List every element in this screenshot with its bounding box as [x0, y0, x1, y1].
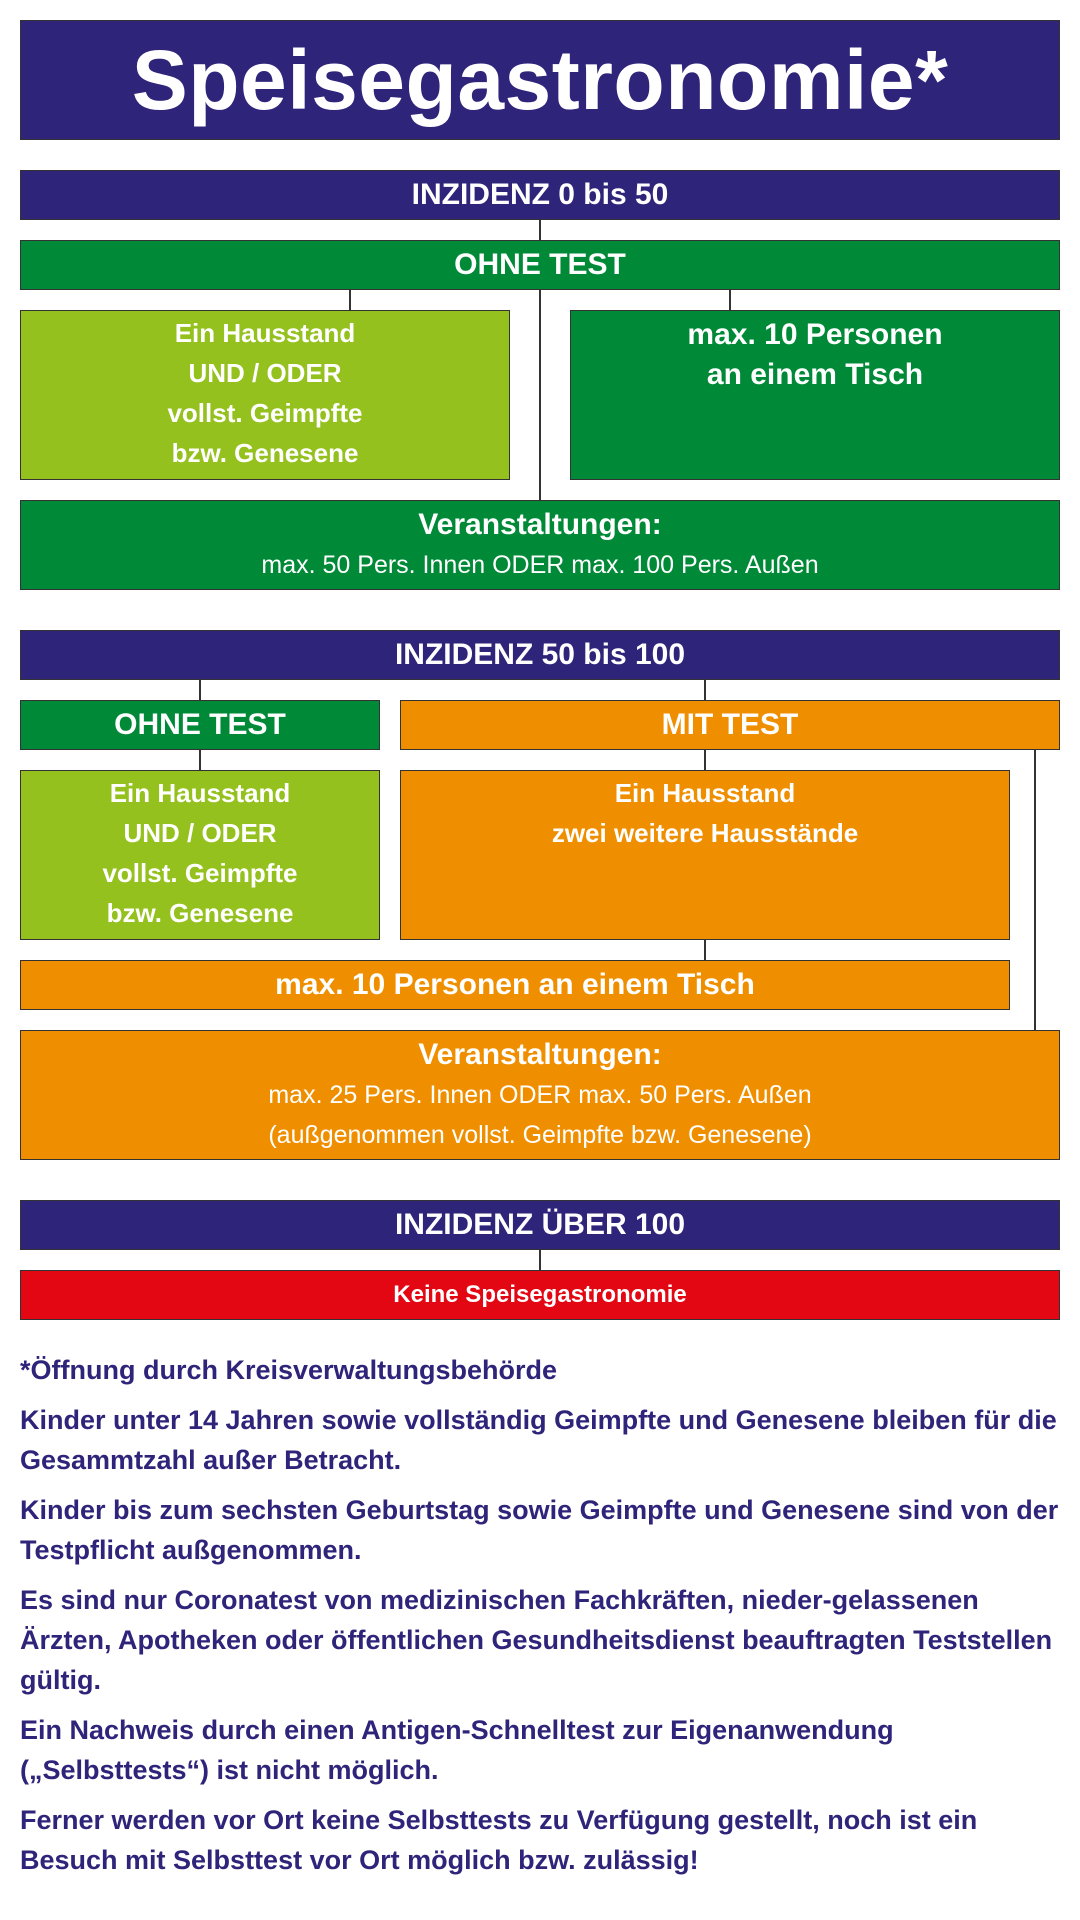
connector-line — [349, 290, 351, 310]
s2-events-title: Veranstaltungen: — [418, 1038, 662, 1071]
footnote-children-count: Kinder unter 14 Jahren sowie vollständig Geimpfte und Genesene bleiben für die Gesammtzahl außer Betracht. — [20, 1405, 1057, 1475]
connector-line — [704, 940, 706, 960]
s2-mit-test-label: MIT TEST — [661, 708, 799, 741]
incidence-0-50-header — [20, 170, 1060, 220]
page-title-text: Speisegastronomie* — [131, 32, 949, 127]
incidence-over-100-label: INZIDENZ ÜBER 100 — [394, 1208, 686, 1241]
no-gastronomy-label: Keine Speisegastronomie — [393, 1281, 687, 1308]
s2-household-line-3: vollst. Geimpfte — [102, 858, 298, 888]
footnote-self-tests: Ein Nachweis durch einen Antigen-Schnelltest zur Eigenanwendung („Selbsttests“) ist nicht möglich. — [20, 1715, 894, 1785]
s2-ohne-test-bar — [20, 700, 380, 750]
s1-table-limit-line-1: max. 10 Personen — [687, 318, 943, 351]
s1-ohne-test-label: OHNE TEST — [454, 248, 626, 281]
incidence-50-100-header — [20, 630, 1060, 680]
s1-household-line-2: UND / ODER — [188, 358, 342, 388]
s2-table-limit-label: max. 10 Personen an einem Tisch — [275, 968, 755, 1001]
connector-line — [539, 290, 541, 500]
s1-table-limit-line-2: an einem Tisch — [706, 358, 924, 391]
s2-household-line-1: Ein Hausstand — [109, 778, 291, 808]
s2-household-line-4: bzw. Genesene — [106, 898, 294, 928]
s2-events-box — [20, 1030, 1060, 1160]
page-title — [20, 20, 1060, 140]
s2-mit-test-bar — [400, 700, 1060, 750]
incidence-over-100-header — [20, 1200, 1060, 1250]
s1-events-title: Veranstaltungen: — [418, 508, 662, 541]
s1-table-limit-box — [570, 310, 1060, 480]
footnote-test-exemption: Kinder bis zum sechsten Geburtstag sowie Geimpfte und Genesene sind von der Testpflicht außgenommen. — [20, 1495, 1059, 1565]
connector-line — [539, 1250, 541, 1270]
footnotes — [20, 1350, 1060, 1890]
s2-household-box — [20, 770, 380, 940]
connector-line — [199, 750, 201, 770]
s1-household-box — [20, 310, 510, 480]
footnote-no-self-tests-onsite: Ferner werden vor Ort keine Selbsttests zu Verfügung gestellt, noch ist ein Besuch mit Selbsttest vor Ort möglich bzw. zulässig! — [20, 1805, 978, 1875]
s2-household-line-2: UND / ODER — [123, 818, 277, 848]
s2-events-line-2: (außgenommen vollst. Geimpfte bzw. Genesene) — [268, 1121, 812, 1149]
s2-table-limit-bar — [20, 960, 1010, 1010]
s1-ohne-test-bar — [20, 240, 1060, 290]
incidence-0-50-label: INZIDENZ 0 bis 50 — [411, 178, 669, 211]
connector-line — [729, 290, 731, 310]
connector-line — [1034, 750, 1036, 1030]
s1-household-line-3: vollst. Geimpfte — [167, 398, 363, 428]
connector-line — [539, 220, 541, 240]
s1-household-line-1: Ein Hausstand — [174, 318, 356, 348]
incidence-50-100-label: INZIDENZ 50 bis 100 — [394, 638, 686, 671]
footnote-opening: *Öffnung durch Kreisverwaltungsbehörde — [20, 1355, 558, 1385]
s2-events-line-1: max. 25 Pers. Innen ODER max. 50 Pers. Außen — [268, 1081, 812, 1109]
no-gastronomy-bar — [20, 1270, 1060, 1320]
s2-mit-test-line-2: zwei weitere Hausstände — [551, 818, 859, 848]
s2-mit-test-household-box — [400, 770, 1010, 940]
connector-line — [704, 680, 706, 700]
connector-line — [704, 750, 706, 770]
s1-events-text: max. 50 Pers. Innen ODER max. 100 Pers. Außen — [261, 551, 819, 579]
s1-events-box — [20, 500, 1060, 590]
s1-household-line-4: bzw. Genesene — [171, 438, 359, 468]
s2-ohne-test-label: OHNE TEST — [114, 708, 286, 741]
footnote-valid-tests: Es sind nur Coronatest von medizinischen Fachkräften, nieder-gelassenen Ärzten, Apotheken oder öffentlichen Gesundheitsdienst beauftragten Teststellen gültig. — [20, 1585, 1053, 1695]
s2-mit-test-line-1: Ein Hausstand — [614, 778, 796, 808]
connector-line — [199, 680, 201, 700]
